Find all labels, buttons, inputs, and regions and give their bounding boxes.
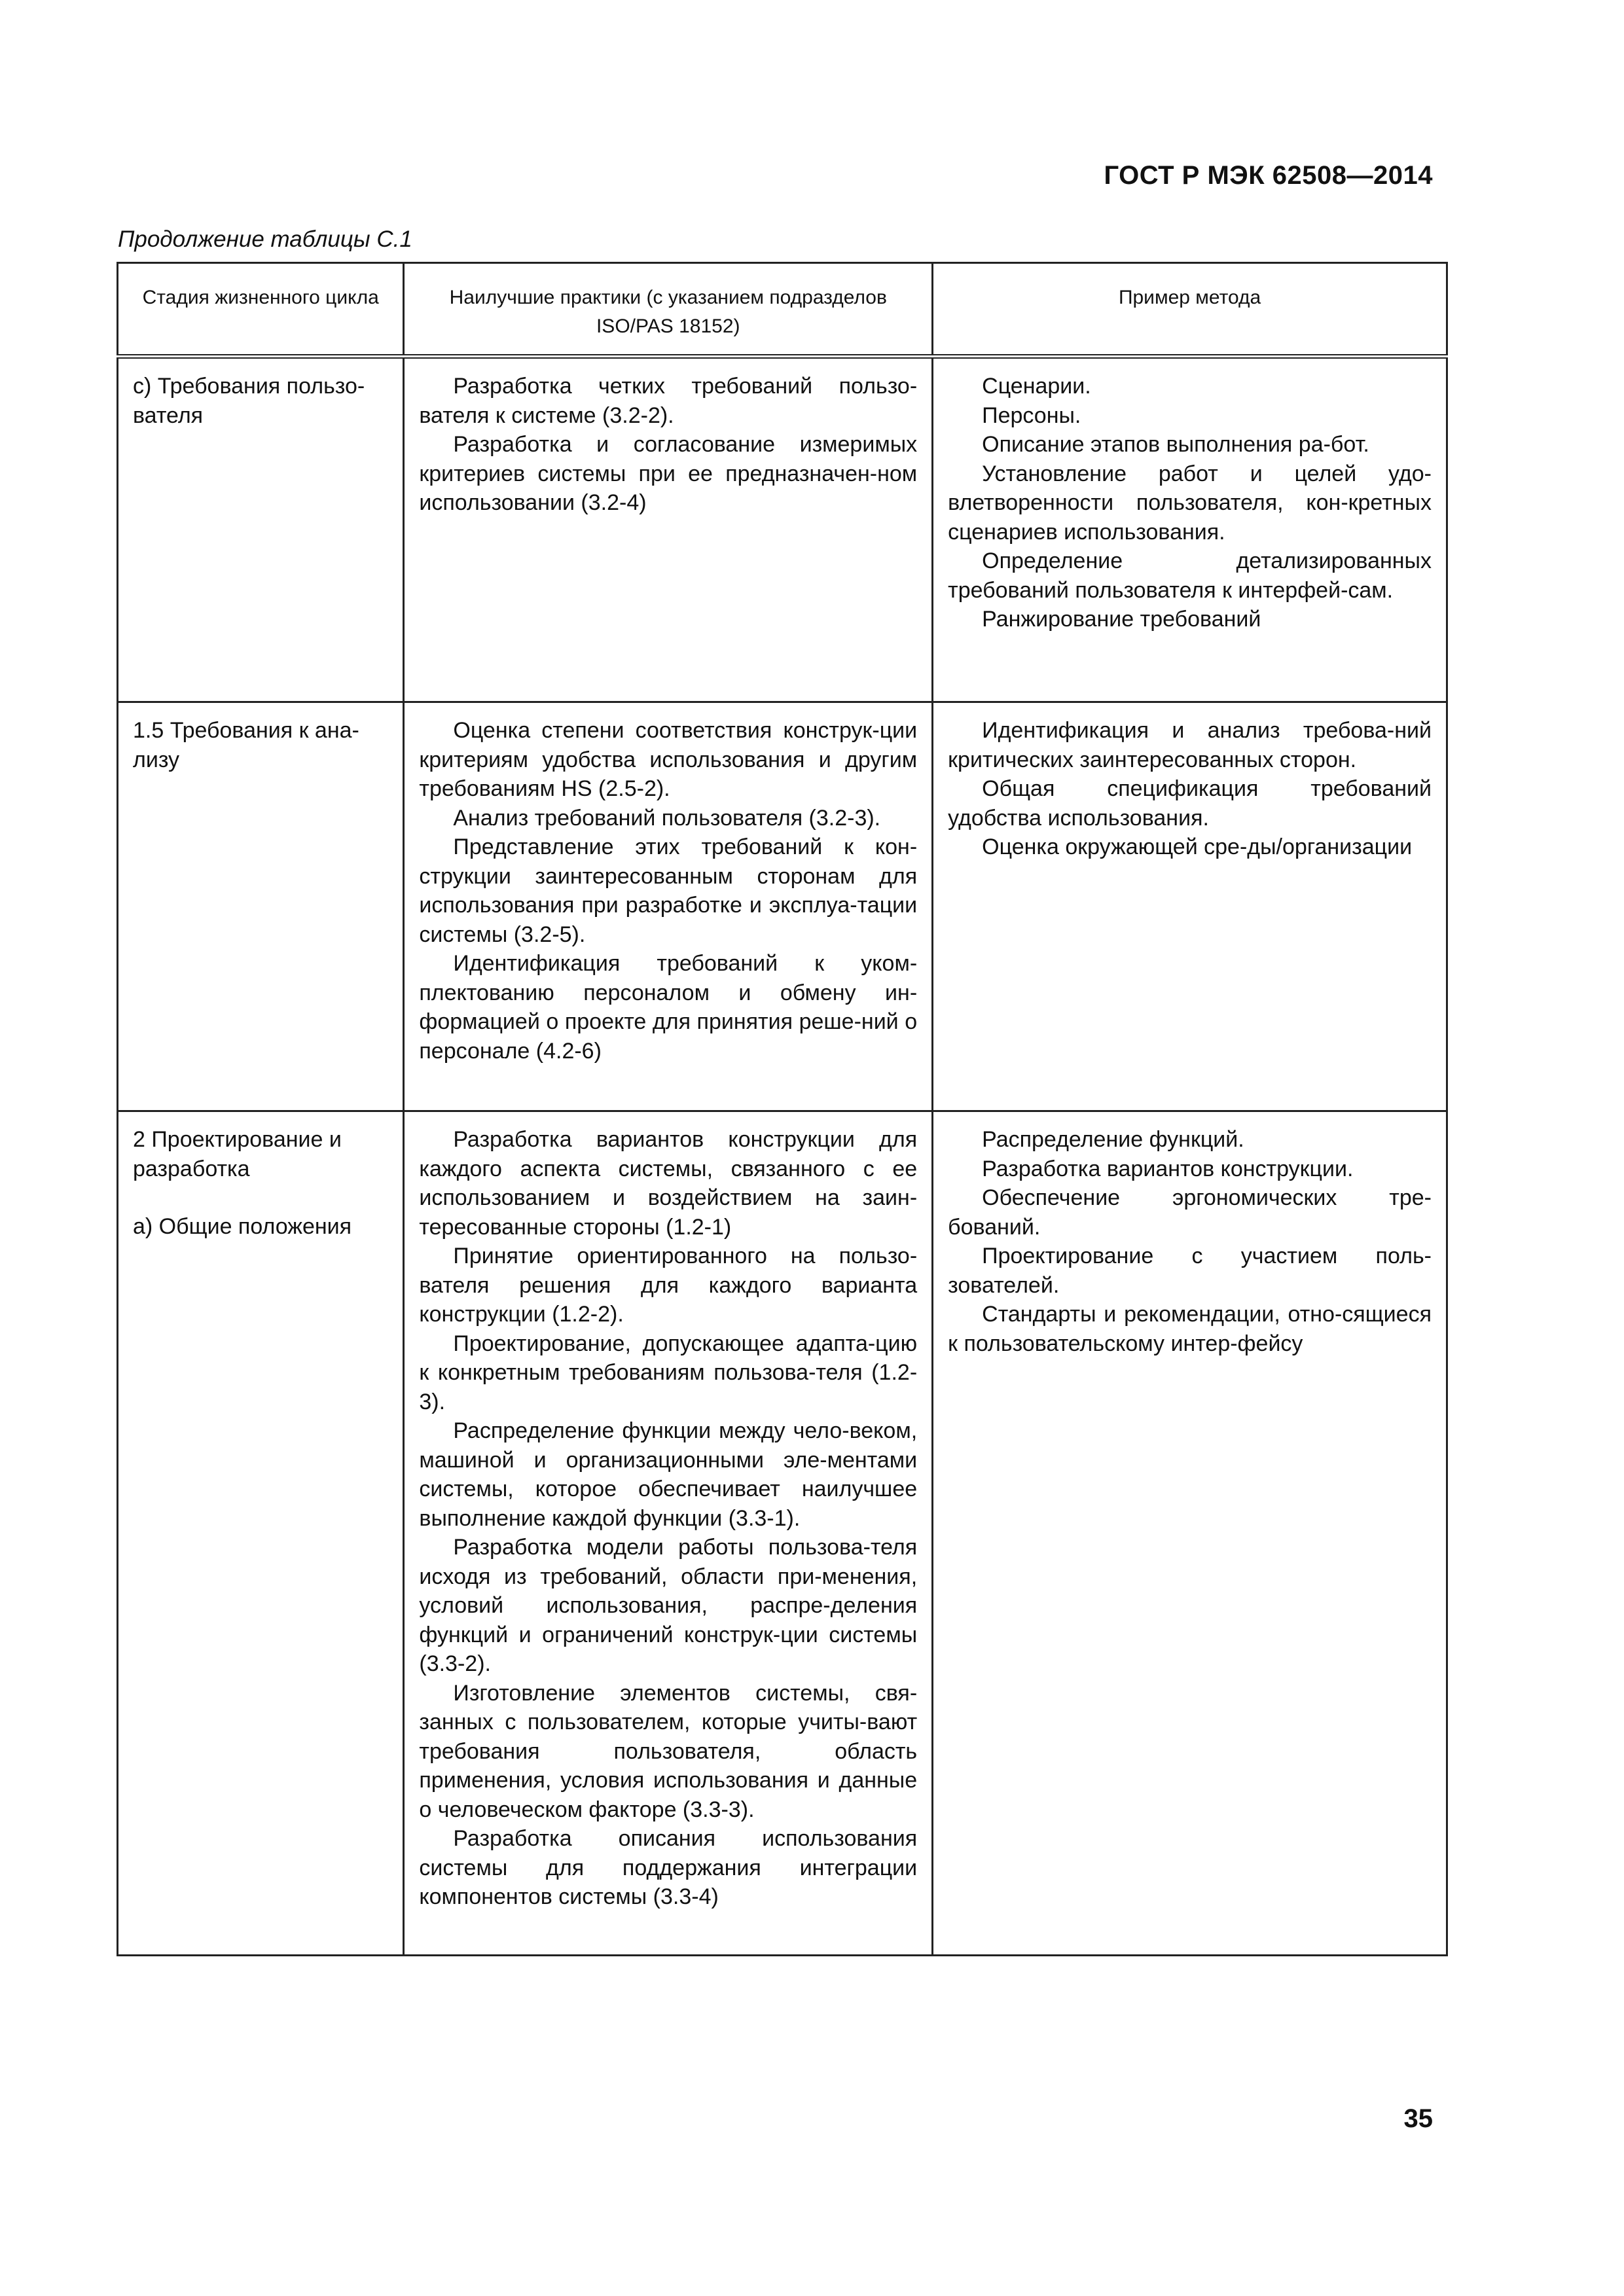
practice-item: Разработка модели работы пользова-теля исходя из требований, области при-менения, условий использования, распре-деления функций и ограничений конструк-ции системы (3.3-2). [419, 1535, 918, 1676]
practice-item: Проектирование, допускающее адапта-цию к конкретным требованиям пользова-теля (1.2-3). [419, 1331, 918, 1414]
method-item: Ранжирование требований [982, 607, 1261, 632]
column-header-label: Пример метода [1118, 287, 1261, 308]
practice-item: Представление этих требований к кон-струкции заинтересованным сторонам для использования при разработке и эксплуа-тации системы (3.2-5). [419, 834, 918, 947]
practices-cell [404, 1111, 933, 1956]
lifecycle-practices-table [117, 262, 1448, 1956]
practice-item: Разработка описания использования системы для поддержания интеграции компонентов системы (3.3-4) [419, 1826, 918, 1909]
practice-item: Распределение функции между чело-веком, машиной и организационными эле-ментами системы, которое обеспечивает наилучшее выполнение каждой функции (3.3-1). [419, 1418, 918, 1531]
practice-item: Изготовление элементов системы, свя-занных с пользователем, которые учиты-вают требования пользователя, область применения, условия использования и данные о человеческом факторе (3.3-3). [419, 1680, 918, 1822]
stage-cell [118, 357, 404, 702]
table-caption: Продолжение таблицы С.1 [118, 226, 412, 252]
column-header-label: Стадия жизненного цикла [142, 287, 379, 308]
practice-item: Разработка четких требований пользо-вателя к системе (3.2-2). [419, 374, 918, 428]
practice-item: Разработка и согласование измеримых критериев системы при ее предназначен-ном использовании (3.2-4) [419, 432, 918, 515]
method-item: Стандарты и рекомендации, отно-сящиеся к пользовательскому интер-фейсу [948, 1302, 1432, 1356]
method-item: Определение детализированных требований пользователя к интерфей-сам. [948, 548, 1432, 603]
stage-text: 1.5 Требования к ана-лизу [133, 718, 359, 772]
stage-text: 2 Проектирование и разработка [133, 1127, 342, 1181]
method-item: Обеспечение эргономических тре-бований. [948, 1185, 1432, 1240]
column-header-stage [118, 263, 404, 357]
table-row [118, 702, 1447, 1111]
methods-cell [933, 702, 1447, 1111]
method-item: Оценка окружающей сре-ды/организации [982, 834, 1413, 859]
practice-item: Оценка степени соответствия конструк-ции критериям удобства использования и другим требованиям HS (2.5-2). [419, 718, 918, 801]
stage-cell [118, 1111, 404, 1956]
methods-cell [933, 357, 1447, 702]
methods-cell [933, 1111, 1447, 1956]
method-item: Персоны. [982, 403, 1081, 428]
method-item: Описание этапов выполнения ра-бот. [982, 432, 1369, 457]
practice-item: Принятие ориентированного на пользо-вателя решения для каждого варианта конструкции (1.2-2). [419, 1244, 918, 1327]
method-item: Установление работ и целей удо-влетворенности пользователя, кон-кретных сценариев использования. [948, 461, 1432, 545]
column-header-label: Наилучшие практики (с указанием подразделов ISO/PAS 18152) [449, 287, 887, 337]
method-item: Общая спецификация требований удобства использования. [948, 776, 1432, 831]
stage-text: с) Требования пользо-вателя [133, 374, 365, 428]
practices-cell [404, 357, 933, 702]
table-header-row [118, 263, 1447, 357]
column-header-method [933, 263, 1447, 357]
practice-item: Идентификация требований к уком-плектованию персоналом и обмену ин-формацией о проекте для принятия реше-ний о персонале (4.2-6) [419, 951, 918, 1064]
stage-subtext: а) Общие положения [133, 1214, 352, 1239]
column-header-practices [404, 263, 933, 357]
table-row [118, 357, 1447, 702]
document-designation: ГОСТ Р МЭК 62508—2014 [1104, 161, 1433, 190]
practice-item: Анализ требований пользователя (3.2-3). [453, 805, 881, 831]
table-row [118, 1111, 1447, 1956]
method-item: Распределение функций. [982, 1127, 1244, 1152]
method-item: Проектирование с участием поль-зователей. [948, 1244, 1432, 1298]
page-number: 35 [1403, 2104, 1433, 2133]
practices-cell [404, 702, 933, 1111]
spacer [133, 1183, 388, 1212]
practice-item: Разработка вариантов конструкции для каждого аспекта системы, связанного с ее использованием и воздействием на заин-тересованные стороны (1.2-1) [419, 1127, 918, 1240]
method-item: Идентификация и анализ требова-ний критических заинтересованных сторон. [948, 718, 1432, 772]
method-item: Разработка вариантов конструкции. [982, 1156, 1354, 1181]
stage-cell [118, 702, 404, 1111]
method-item: Сценарии. [982, 374, 1091, 399]
